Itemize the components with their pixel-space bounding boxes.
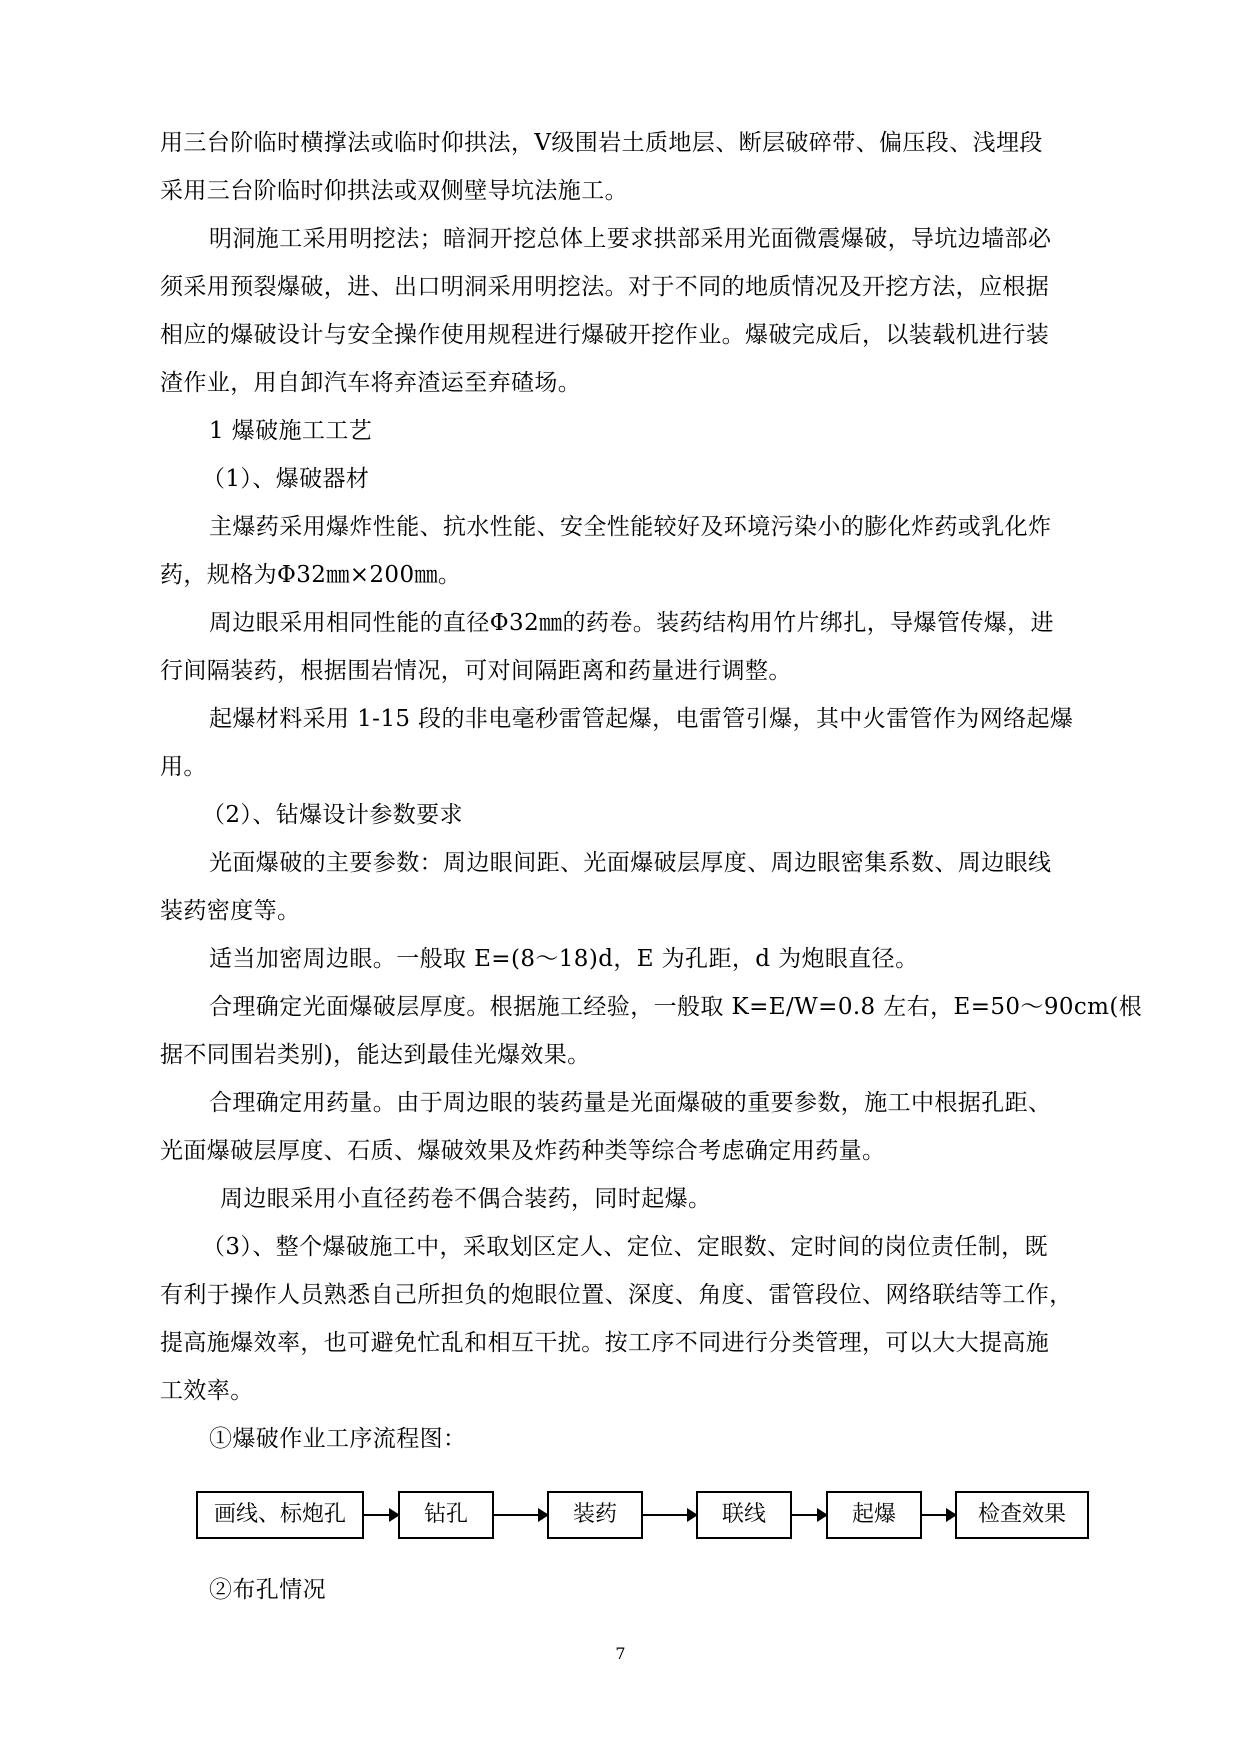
text-line: 药，规格为Φ32㎜×200㎜。 — [160, 562, 462, 588]
text-line: 工效率。 — [160, 1378, 254, 1404]
flow-step-drill: 钻孔 — [398, 1491, 494, 1539]
text-line: 采用三台阶临时仰拱法或双侧壁导坑法施工。 — [160, 178, 628, 204]
text-line: 行间隔装药，根据围岩情况，可对间隔距离和药量进行调整。 — [160, 658, 792, 684]
flow-arrow — [643, 1514, 696, 1516]
paragraph-start: （3）、整个爆破施工中，采取划区定人、定位、定眼数、定时间的岗位责任制，既 — [202, 1234, 1048, 1260]
paragraph-start: 明洞施工采用明挖法；暗洞开挖总体上要求拱部采用光面微震爆破，导坑边墙部必 — [209, 226, 1052, 252]
text-line: 装药密度等。 — [160, 898, 301, 924]
flowchart-caption: ①爆破作业工序流程图： — [209, 1426, 467, 1452]
text-line: 据不同围岩类别)，能达到最佳光爆效果。 — [160, 1042, 591, 1068]
subsection-heading: （2）、钻爆设计参数要求 — [202, 802, 463, 828]
subsection-heading: （1）、爆破器材 — [202, 466, 370, 492]
section-heading: 1 爆破施工工艺 — [209, 418, 373, 444]
paragraph-start: 合理确定用药量。由于周边眼的装药量是光面爆破的重要参数，施工中根据孔距、 — [209, 1090, 1052, 1116]
flow-arrow — [792, 1514, 826, 1516]
text-line: 有利于操作人员熟悉自己所担负的炮眼位置、深度、角度、雷管段位、网络联结等工作， — [160, 1282, 1073, 1308]
text-line: 渣作业，用自卸汽车将弃渣运至弃碴场。 — [160, 370, 582, 396]
text-line: 相应的爆破设计与安全操作使用规程进行爆破开挖作业。爆破完成后，以装载机进行装 — [160, 322, 1050, 348]
flow-step-connect: 联线 — [696, 1491, 792, 1539]
page-number: 7 — [615, 1644, 626, 1663]
paragraph-start: 周边眼采用小直径药卷不偶合装药，同时起爆。 — [220, 1186, 712, 1212]
process-flowchart — [196, 1491, 1096, 1543]
paragraph-start: 光面爆破的主要参数：周边眼间距、光面爆破层厚度、周边眼密集系数、周边眼线 — [209, 850, 1052, 876]
text-line: 须采用预裂爆破，进、出口明洞采用明挖法。对于不同的地质情况及开挖方法，应根据 — [160, 274, 1050, 300]
paragraph-start: 周边眼采用相同性能的直径Φ32㎜的药卷。装药结构用竹片绑扎，导爆管传爆，进 — [209, 610, 1054, 636]
text-line: 光面爆破层厚度、石质、爆破效果及炸药种类等综合考虑确定用药量。 — [160, 1138, 886, 1164]
flow-arrow — [494, 1514, 547, 1516]
text-line: 用三台阶临时横撑法或临时仰拱法，Ⅴ级围岩土质地层、断层破碎带、偏压段、浅埋段 — [160, 130, 1043, 156]
text-line: 提高施爆效率，也可避免忙乱和相互干扰。按工序不同进行分类管理，可以大大提高施 — [160, 1330, 1050, 1356]
flow-arrow — [364, 1514, 398, 1516]
paragraph-start: 主爆药采用爆炸性能、抗水性能、安全性能较好及环境污染小的膨化炸药或乳化炸 — [209, 514, 1052, 540]
text-line: 用。 — [160, 754, 207, 780]
flow-step-mark-holes: 画线、标炮孔 — [196, 1491, 364, 1539]
paragraph-start: 合理确定光面爆破层厚度。根据施工经验，一般取 K=E/W=0.8 左右，E=50～90cm(根 — [209, 994, 1143, 1020]
paragraph-start: 适当加密周边眼。一般取 E=(8～18)d，E 为孔距，d 为炮眼直径。 — [209, 946, 919, 972]
paragraph-start: 起爆材料采用 1-15 段的非电毫秒雷管起爆，电雷管引爆，其中火雷管作为网络起爆 — [209, 706, 1074, 732]
flow-step-inspect: 检查效果 — [955, 1491, 1089, 1539]
flow-step-charge: 装药 — [547, 1491, 643, 1539]
hole-layout-caption: ②布孔情况 — [209, 1577, 326, 1603]
flow-step-detonate: 起爆 — [826, 1491, 922, 1539]
flow-arrow — [922, 1514, 955, 1516]
